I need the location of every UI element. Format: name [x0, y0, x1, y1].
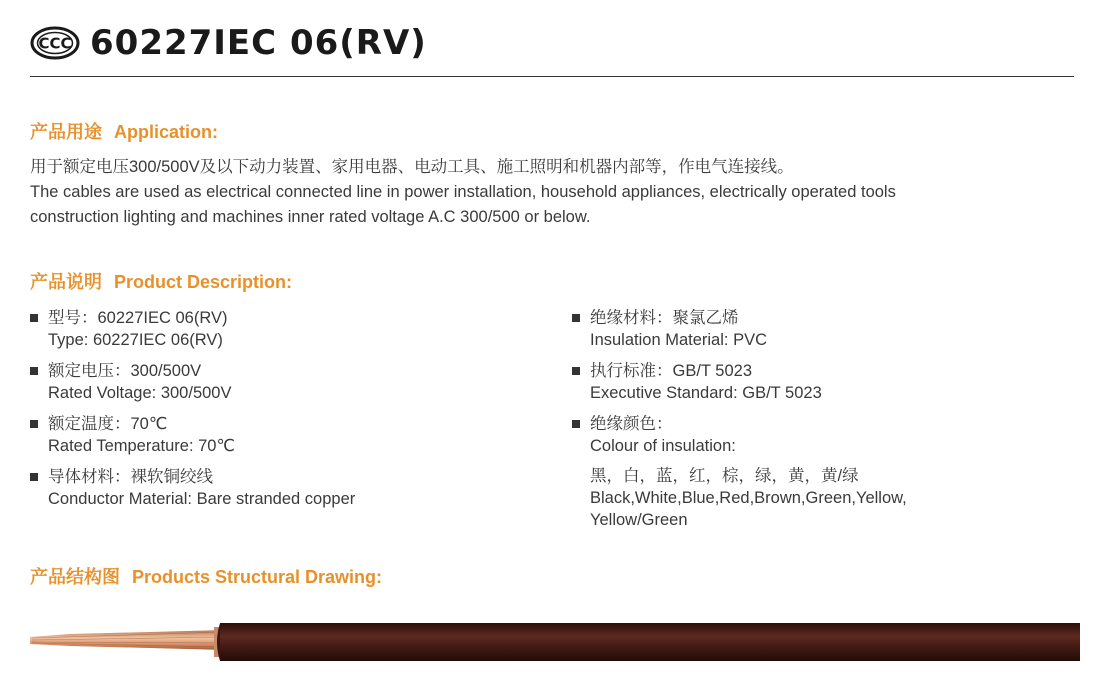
insulation-sheath: [220, 623, 1080, 661]
application-text-en-1: The cables are used as electrical connected line in power installation, household appliances, electrically operated tools: [30, 183, 896, 201]
bullet-icon: [30, 367, 38, 375]
svg-text:CCC: CCC: [38, 34, 72, 53]
application-text: [30, 155, 1080, 230]
spec-rated-voltage: 额定电压：300/500V Rated Voltage: 300/500V: [30, 360, 550, 404]
cable-structural-drawing: [30, 618, 1080, 664]
spec-insulation-colour: 绝缘颜色： Colour of insulation: 黑，白，蓝，红，棕，绿，黄，黄/绿 Black,White,Blue,Red,Brown,Green,Yellow, Yellow/Green: [572, 413, 1072, 531]
section-title-description: 产品说明 Product Description:: [30, 272, 293, 293]
spec-insulation-material: 绝缘材料：聚氯乙烯 Insulation Material: PVC: [572, 307, 1072, 351]
application-text-en-2: construction lighting and machines inner rated voltage A.C 300/500 or below.: [30, 208, 591, 226]
spec-type: 型号：60227IEC 06(RV) Type: 60227IEC 06(RV): [30, 307, 550, 351]
description-right-column: [572, 307, 1072, 540]
section-title-application: 产品用途 Application:: [30, 122, 218, 143]
ccc-certification-icon: [30, 25, 80, 61]
spec-executive-standard: 执行标准：GB/T 5023 Executive Standard: GB/T 5023: [572, 360, 1072, 404]
page-title: 60227IEC 06(RV): [90, 23, 427, 63]
colours-en-1: Black,White,Blue,Red,Brown,Green,Yellow,: [590, 489, 907, 507]
application-text-cn: 用于额定电压300/500V及以下动力装置、家用电器、电动工具、施工照明和机器内部等，作电气连接线。: [30, 158, 794, 176]
bullet-icon: [572, 314, 580, 322]
bullet-icon: [30, 314, 38, 322]
bullet-icon: [30, 473, 38, 481]
section-title-drawing: 产品结构图 Products Structural Drawing:: [30, 567, 383, 588]
description-left-column: [30, 307, 550, 519]
header-divider: [30, 76, 1074, 77]
bullet-icon: [572, 367, 580, 375]
colours-en-2: Yellow/Green: [590, 511, 688, 529]
bullet-icon: [572, 420, 580, 428]
bullet-icon: [30, 420, 38, 428]
colours-cn: 黑，白，蓝，红，棕，绿，黄，黄/绿: [590, 467, 859, 485]
spec-conductor-material: 导体材料：裸软铜绞线 Conductor Material: Bare stranded copper: [30, 466, 550, 510]
spec-rated-temperature: 额定温度：70℃ Rated Temperature: 70℃: [30, 413, 550, 457]
header: [30, 18, 427, 68]
